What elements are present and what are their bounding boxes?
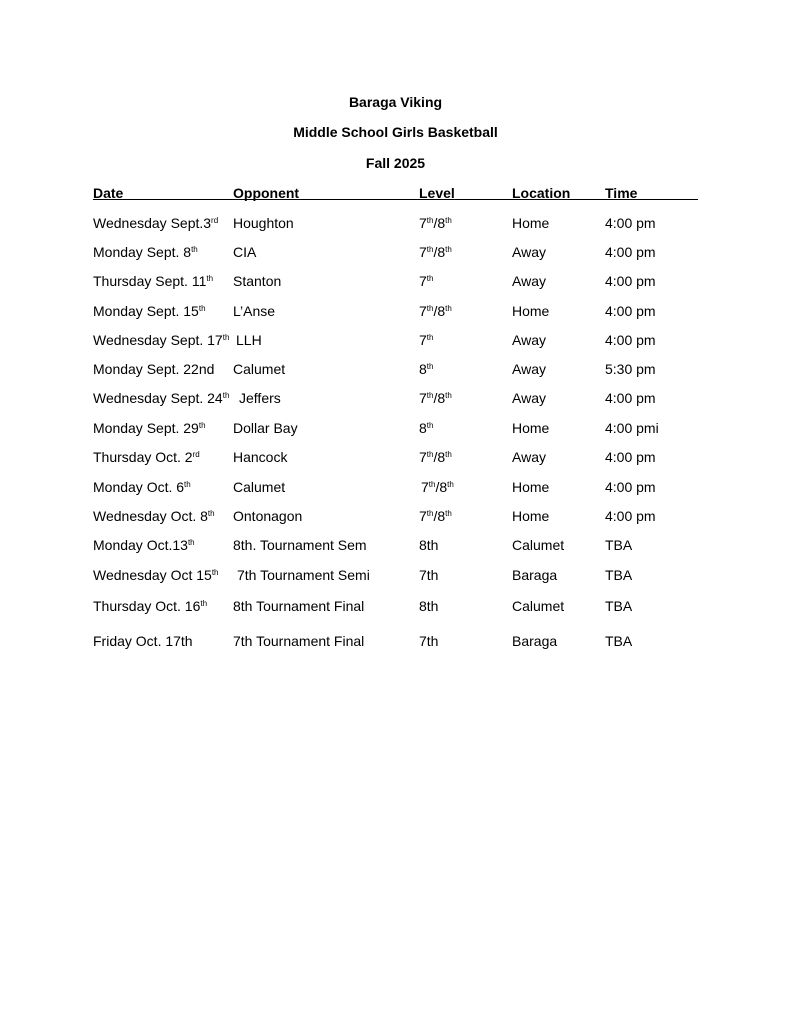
header-opponent: Opponent	[233, 185, 300, 201]
cell-date: Monday Sept. 29th	[93, 420, 206, 436]
cell-location: Home	[512, 508, 550, 524]
cell-time: 4:00 pmi	[605, 420, 659, 436]
cell-time: 4:00 pm	[605, 215, 656, 231]
cell-date: Thursday Oct. 16th	[93, 598, 208, 614]
cell-location: Away	[512, 244, 546, 260]
cell-location: Away	[512, 273, 546, 289]
cell-level: 7th/8th	[419, 244, 452, 260]
schedule-title-season: Fall 2025	[365, 155, 426, 171]
cell-date: Monday Sept. 15th	[93, 303, 206, 319]
table-row	[0, 214, 791, 234]
cell-time: 4:00 pm	[605, 508, 656, 524]
header-location: Location	[512, 185, 571, 201]
cell-level: 7th/8th	[419, 303, 452, 319]
cell-time: 4:00 pm	[605, 244, 656, 260]
cell-opponent: Ontonagon	[233, 508, 303, 524]
cell-level: 7th/8th	[419, 449, 452, 465]
cell-opponent: L’Anse	[233, 303, 276, 319]
cell-location: Calumet	[512, 598, 565, 614]
schedule-title-program: Middle School Girls Basketball	[293, 124, 498, 140]
header-underline	[93, 199, 698, 200]
cell-opponent: Calumet	[233, 479, 286, 495]
cell-level: 7th	[419, 332, 434, 348]
cell-level: 7th	[419, 633, 439, 649]
cell-date: Monday Sept. 22nd	[93, 361, 215, 377]
cell-date: Wednesday Oct. 8th	[93, 508, 215, 524]
cell-level: 7th/8th	[419, 508, 452, 524]
cell-opponent: Jeffers	[239, 390, 281, 406]
header-level: Level	[419, 185, 455, 201]
cell-opponent: CIA	[233, 244, 257, 260]
cell-location: Home	[512, 479, 550, 495]
cell-time: TBA	[605, 633, 633, 649]
cell-opponent: Calumet	[233, 361, 286, 377]
cell-opponent: Dollar Bay	[233, 420, 298, 436]
table-row	[0, 566, 791, 586]
table-row	[0, 478, 791, 498]
cell-level: 7th	[419, 273, 434, 289]
cell-time: TBA	[605, 567, 633, 583]
cell-level: 7th/8th	[421, 479, 454, 495]
cell-location: Away	[512, 361, 546, 377]
cell-location: Baraga	[512, 633, 558, 649]
cell-time: 4:00 pm	[605, 390, 656, 406]
cell-level: 8th	[419, 420, 434, 436]
cell-opponent: Houghton	[233, 215, 294, 231]
cell-opponent: Hancock	[233, 449, 288, 465]
cell-level: 8th	[419, 361, 434, 377]
cell-time: TBA	[605, 598, 633, 614]
cell-date: Thursday Sept. 11th	[93, 273, 214, 289]
cell-date: Monday Oct. 6th	[93, 479, 191, 495]
table-row	[0, 302, 791, 322]
table-row	[0, 243, 791, 263]
cell-opponent: 7th Tournament Semi	[237, 567, 370, 583]
cell-opponent: Stanton	[233, 273, 282, 289]
table-row	[0, 632, 791, 652]
cell-location: Away	[512, 449, 546, 465]
cell-opponent: LLH	[236, 332, 262, 348]
cell-time: 4:00 pm	[605, 479, 656, 495]
cell-location: Calumet	[512, 537, 565, 553]
cell-level: 7th/8th	[419, 390, 452, 406]
table-row	[0, 360, 791, 380]
cell-time: 4:00 pm	[605, 449, 656, 465]
table-row	[0, 272, 791, 292]
header-time: Time	[605, 185, 638, 201]
cell-date: Monday Oct.13th	[93, 537, 195, 553]
cell-level: 8th	[419, 598, 439, 614]
cell-level: 8th	[419, 537, 439, 553]
cell-level: 7th	[419, 567, 439, 583]
cell-time: 5:30 pm	[605, 361, 656, 377]
cell-date: Thursday Oct. 2rd	[93, 449, 200, 465]
cell-date: Friday Oct. 17th	[93, 633, 193, 649]
table-row	[0, 419, 791, 439]
table-row	[0, 536, 791, 556]
cell-opponent: 8th Tournament Final	[233, 598, 365, 614]
cell-date: Wednesday Sept. 17th	[93, 332, 230, 348]
table-row	[0, 389, 791, 409]
cell-time: 4:00 pm	[605, 303, 656, 319]
cell-location: Home	[512, 303, 550, 319]
table-row	[0, 331, 791, 351]
cell-date: Wednesday Sept.3rd	[93, 215, 219, 231]
cell-time: TBA	[605, 537, 633, 553]
cell-date: Wednesday Sept. 24th	[93, 390, 230, 406]
cell-location: Away	[512, 332, 546, 348]
cell-location: Away	[512, 390, 546, 406]
table-row	[0, 597, 791, 617]
header-date: Date	[93, 185, 124, 201]
table-row	[0, 507, 791, 527]
cell-time: 4:00 pm	[605, 273, 656, 289]
cell-opponent: 7th Tournament Final	[233, 633, 365, 649]
cell-time: 4:00 pm	[605, 332, 656, 348]
table-row	[0, 448, 791, 468]
cell-date: Wednesday Oct 15th	[93, 567, 219, 583]
cell-level: 7th/8th	[419, 215, 452, 231]
cell-location: Home	[512, 215, 550, 231]
cell-opponent: 8th. Tournament Sem	[233, 537, 367, 553]
schedule-title-team: Baraga Viking	[348, 94, 443, 110]
cell-date: Monday Sept. 8th	[93, 244, 198, 260]
cell-location: Home	[512, 420, 550, 436]
cell-location: Baraga	[512, 567, 558, 583]
